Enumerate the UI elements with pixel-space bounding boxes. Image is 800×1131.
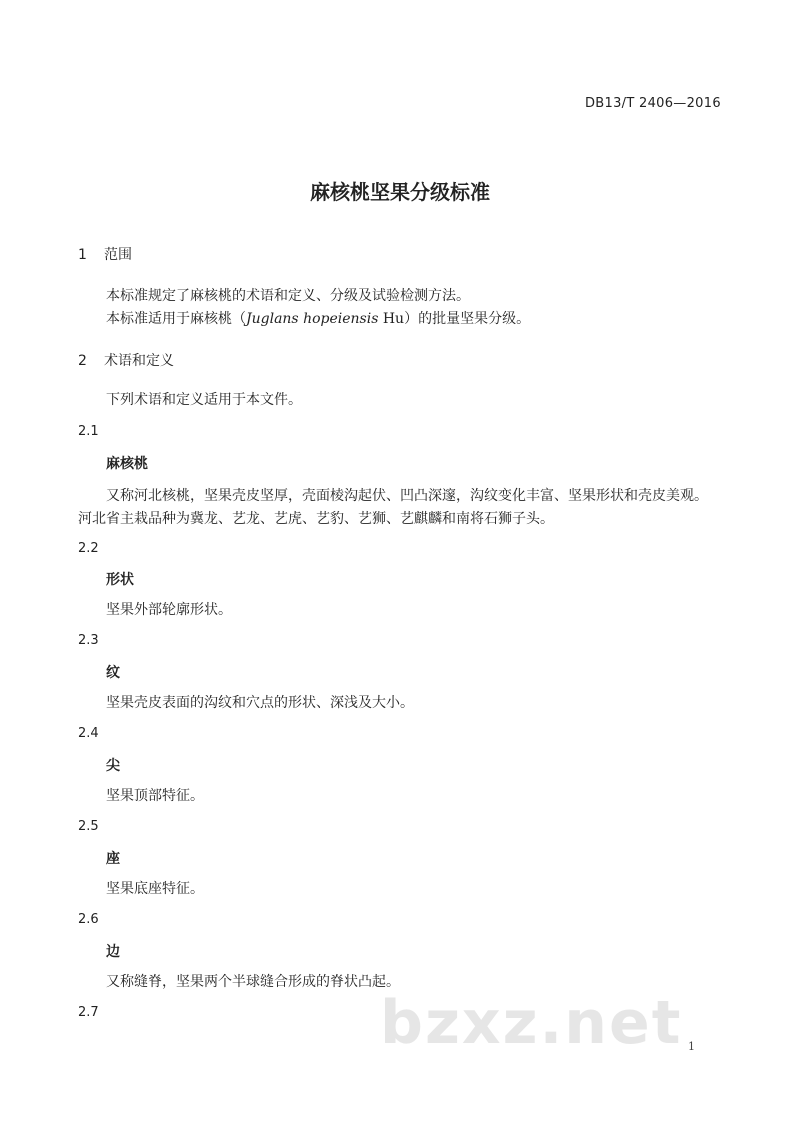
definition: 坚果外部轮廓形状。 xyxy=(106,602,232,618)
section-2-heading xyxy=(78,350,174,370)
para2-prefix: 本标准适用于麻核桃（ xyxy=(106,311,246,327)
clause-number: 2.7 xyxy=(78,1005,99,1020)
definition-line: 河北省主栽品种为冀龙、艺龙、艺虎、艺豹、艺狮、艺麒麟和南将石狮子头。 xyxy=(78,511,554,527)
term: 麻核桃 xyxy=(106,456,148,472)
definition: 坚果壳皮表面的沟纹和穴点的形状、深浅及大小。 xyxy=(106,695,414,711)
clause-number: 2.2 xyxy=(78,541,99,556)
term: 尖 xyxy=(106,758,120,774)
definition: 坚果底座特征。 xyxy=(106,881,204,897)
section-1-title: 范围 xyxy=(104,247,132,263)
page-title: 麻核桃坚果分级标准 xyxy=(310,180,490,204)
clause-number: 2.1 xyxy=(78,424,99,439)
clause-number: 2.3 xyxy=(78,633,99,648)
term: 形状 xyxy=(106,572,134,588)
watermark: bzxz.net xyxy=(380,988,683,1058)
term: 座 xyxy=(106,851,120,867)
clause-number: 2.5 xyxy=(78,819,99,834)
section-2-number: 2 xyxy=(78,353,87,369)
clause-number: 2.6 xyxy=(78,912,99,927)
section-1-paragraph-1: 本标准规定了麻核桃的术语和定义、分级及试验检测方法。 xyxy=(106,288,470,304)
section-1-paragraph-2 xyxy=(106,308,530,328)
section-2-title: 术语和定义 xyxy=(104,353,174,369)
section-2-intro: 下列术语和定义适用于本文件。 xyxy=(106,392,302,408)
clause-number: 2.4 xyxy=(78,726,99,741)
latin-name: Juglans hopeiensis xyxy=(246,311,379,327)
definition: 坚果顶部特征。 xyxy=(106,788,204,804)
para2-suffix: Hu）的批量坚果分级。 xyxy=(378,311,531,327)
section-1-number: 1 xyxy=(78,247,87,263)
term: 纹 xyxy=(106,665,120,681)
definition: 又称缝脊，坚果两个半球缝合形成的脊状凸起。 xyxy=(106,974,400,990)
standard-code: DB13/T 2406—2016 xyxy=(585,96,721,111)
definition-line: 又称河北核桃，坚果壳皮坚厚，壳面棱沟起伏、凹凸深邃，沟纹变化丰富、坚果形状和壳皮美观。 xyxy=(106,488,708,504)
section-1-heading xyxy=(78,244,132,264)
term: 边 xyxy=(106,944,120,960)
page-number: 1 xyxy=(688,1040,695,1053)
